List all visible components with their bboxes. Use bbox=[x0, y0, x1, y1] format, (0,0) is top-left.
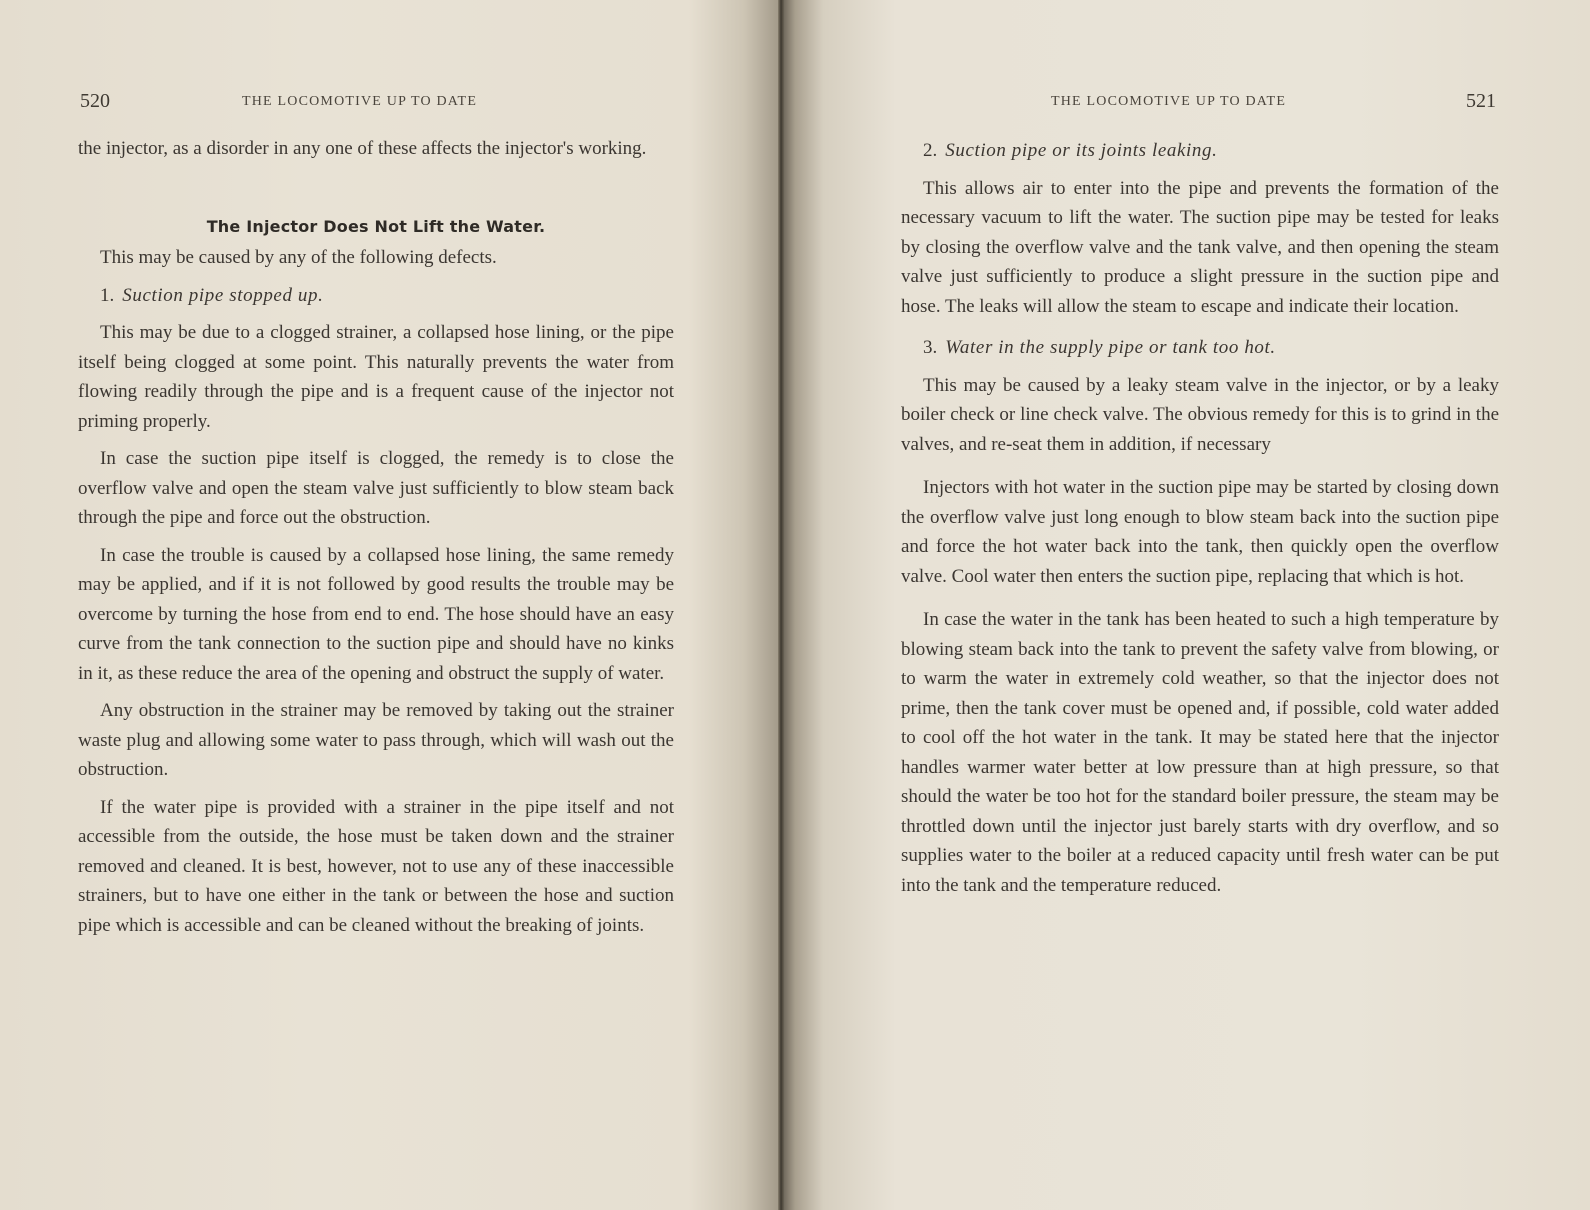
left-running-head: THE LOCOMOTIVE UP TO DATE bbox=[242, 94, 478, 109]
left-paragraph-3: In case the trouble is caused by a collapsed hose lining, the same remedy may be applied, and if it is not followed by good results the trouble may be overcome by turning the hose from end to end. The hose should have an easy curve from the tank connection to the suction pipe and should have no kinks in it, as these reduce the area of the opening and obstruct the supply of water. bbox=[78, 544, 674, 684]
right-page bbox=[783, 0, 1590, 1210]
item-3-heading bbox=[901, 333, 1499, 363]
left-paragraph-4: Any obstruction in the strainer may be removed by taking out the strainer waste plug and allowing some water to pass through, which will wash out the obstruction. bbox=[78, 700, 674, 780]
right-paragraph-2: This may be caused by a leaky steam valve in the injector, or by a leaky boiler check or line check valve. The obvious remedy for this is to grind in the valves, and re-seat them in addition, if necessary bbox=[901, 374, 1499, 455]
right-paragraph-4: In case the water in the tank has been heated to such a high temperature by blowing steam back into the tank to prevent the safety valve from blowing, or to warm the water in extremely cold weather, so that the injector does not prime, then the tank cover must be opened and, if possible, cold water added to cool off the hot water in the tank. It may be stated here that the injector handles warmer water better at low pressure than at high pressure, so that should the water be too hot for the standard boiler pressure, the steam may be throttled down until the injector just barely starts with dry overflow, and so supplies water to the boiler at a reduced capacity until fresh water can be put into the tank and the temperature reduced. bbox=[901, 609, 1499, 896]
item-3-number: 3. bbox=[923, 337, 938, 358]
right-paragraph-1: This allows air to enter into the pipe and prevents the formation of the necessary vacuum to lift the water. The suction pipe may be tested for leaks by closing the overflow valve and the tank valve, and then opening the steam valve just sufficiently to produce a slight pressure in the suction pipe and hose. The leaks will allow the steam to escape and indicate their location. bbox=[901, 177, 1499, 317]
item-1-number: 1. bbox=[100, 284, 115, 306]
item-1-heading bbox=[78, 281, 674, 311]
left-paragraph-1: This may be due to a clogged strainer, a collapsed hose lining, or the pipe itself being clogged at some point. This naturally prevents the water from flowing readily through the pipe and is a frequent cause of the injector not priming properly. bbox=[78, 322, 674, 432]
item-2-number: 2. bbox=[923, 140, 938, 161]
right-page-number: 521 bbox=[1466, 90, 1496, 112]
continuation-paragraph: the injector, as a disorder in any one of these affects the injector's working. bbox=[78, 138, 647, 159]
book-gutter bbox=[778, 0, 784, 1210]
intro-paragraph: This may be caused by any of the following defects. bbox=[100, 247, 497, 268]
left-text-block bbox=[78, 134, 674, 948]
left-page-number: 520 bbox=[80, 90, 110, 112]
left-paragraph-5: If the water pipe is provided with a strainer in the pipe itself and not accessible from the outside, the hose must be taken down and the strainer removed and cleaned. It is best, however, not to use any of these inaccessible strainers, but to have one either in the tank or between the hose and suction pipe which is accessible and can be cleaned without the breaking of joints. bbox=[78, 796, 674, 936]
right-paragraph-3: Injectors with hot water in the suction pipe may be started by closing down the overflow valve just long enough to blow steam back into the suction pipe and force the hot water back into the tank, then quickly open the overflow valve. Cool water then enters the suction pipe, replacing that which is hot. bbox=[901, 477, 1499, 587]
section-heading: The Injector Does Not Lift the Water. bbox=[206, 216, 546, 236]
right-text-block bbox=[901, 136, 1499, 908]
right-running-head: THE LOCOMOTIVE UP TO DATE bbox=[1051, 94, 1287, 109]
item-2-heading bbox=[901, 136, 1499, 166]
left-paragraph-2: In case the suction pipe itself is clogged, the remedy is to close the overflow valve and open the steam valve just sufficiently to blow steam back through the pipe and force out the obstruction. bbox=[78, 448, 674, 528]
item-3-title: Water in the supply pipe or tank too hot. bbox=[945, 337, 1276, 358]
left-page bbox=[0, 0, 783, 1210]
item-1-title: Suction pipe stopped up. bbox=[122, 284, 324, 306]
item-2-title: Suction pipe or its joints leaking. bbox=[945, 140, 1218, 161]
